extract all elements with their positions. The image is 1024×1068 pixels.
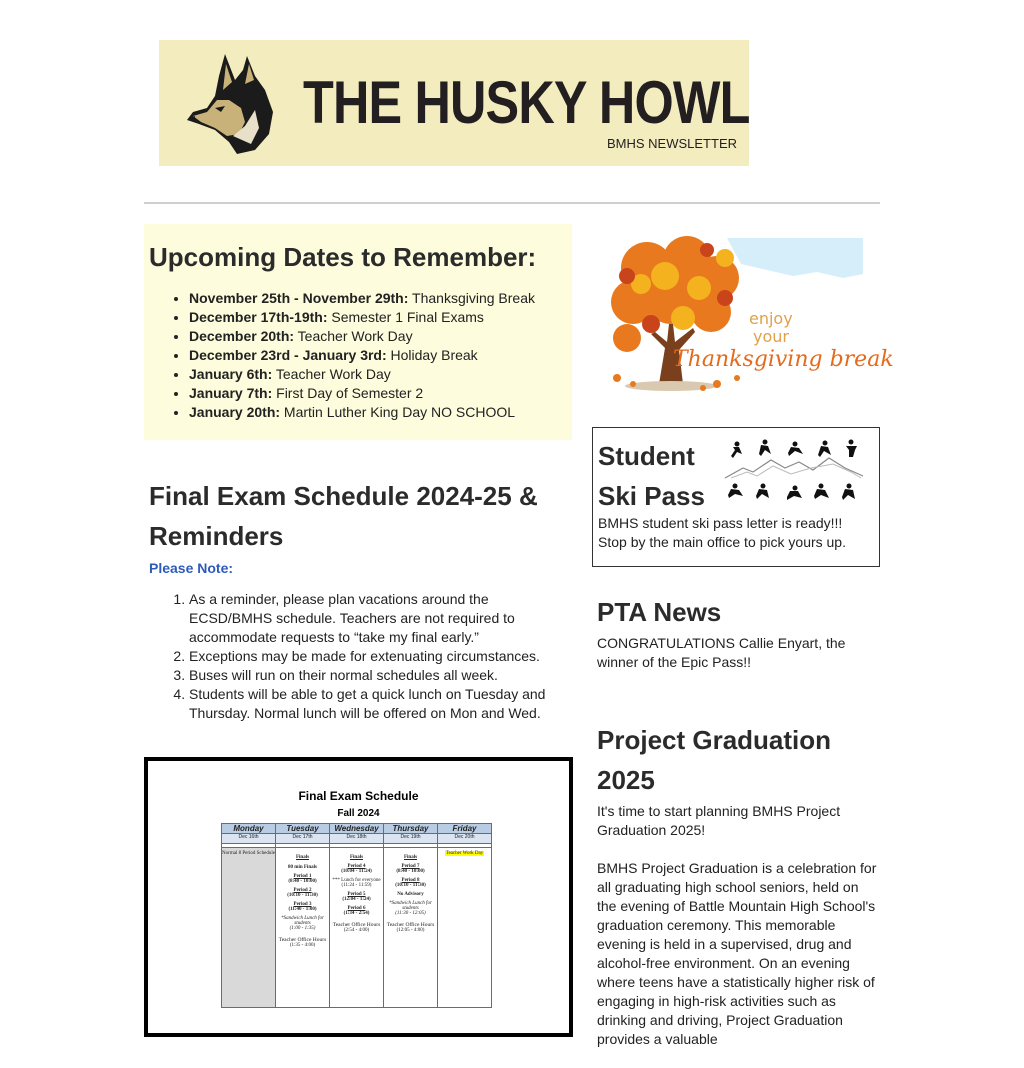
husky-logo-icon bbox=[185, 50, 281, 156]
event-label: Semester 1 Final Exams bbox=[327, 309, 484, 325]
ski-pass-title-line-2: Ski Pass bbox=[598, 481, 705, 511]
reminders-list bbox=[149, 590, 569, 723]
cell-text: *** Lunch for everyone bbox=[332, 878, 381, 883]
cell-text: Period 1 bbox=[293, 874, 312, 879]
cell-text: (11:24 - 11:59) bbox=[341, 883, 372, 888]
project-graduation-body: BMHS Project Graduation is a celebration for all graduating high school seniors, held on the evening of Battle Mountain High School's graduation ceremony. This memorable evening is held in a supervised, drug and alcohol-free environment. On an evening where teens have a statistically higher risk of engaging in high-risk activities such as drinking and driving, Project Graduation provides a valuable bbox=[597, 860, 877, 1047]
schedule-table bbox=[221, 823, 492, 1008]
list-item bbox=[189, 327, 567, 346]
date-cell: Dec 20th bbox=[438, 834, 492, 844]
autumn-tree-icon bbox=[607, 238, 894, 392]
ski-pass-title-line-1: Student bbox=[598, 441, 695, 471]
cell-text: Teacher Office Hours bbox=[332, 922, 381, 928]
ski-pass-text: BMHS student ski pass letter is ready!!! Stop by the main office to pick yours up. bbox=[598, 515, 846, 550]
cell-text: (8:40 - 10:00) bbox=[396, 869, 425, 874]
project-graduation-heading-line-1: Project Graduation bbox=[597, 725, 832, 755]
cell-text: Teacher Work Day bbox=[445, 851, 484, 856]
cell-text: (11:30 - 12:05) bbox=[395, 911, 426, 916]
cell-text: *Sandwich Lunch for students bbox=[389, 901, 432, 911]
newsletter-title: THE HUSKY HOWL bbox=[303, 69, 750, 136]
project-graduation-intro: It's time to start planning BMHS Project Graduation 2025! bbox=[597, 803, 841, 838]
final-exam-heading: Final Exam Schedule 2024-25 & Reminders bbox=[149, 481, 538, 551]
schedule-term: Fall 2024 bbox=[337, 808, 380, 819]
friday-cell bbox=[438, 848, 492, 1008]
cell-text: (12:04 - 1:24) bbox=[342, 897, 371, 902]
monday-cell bbox=[222, 848, 276, 1008]
thanksgiving-line-1: enjoy bbox=[749, 309, 793, 328]
cell-text: (1:34 - 2:54) bbox=[343, 911, 370, 916]
list-item: 1. As a reminder, please plan vacations around the ECSD/BMHS schedule. Teachers are not required to accommodate requests to “take my final early.” bbox=[189, 590, 569, 647]
event-label: Martin Luther King Day NO SCHOOL bbox=[280, 404, 516, 420]
pta-news-section bbox=[597, 594, 880, 672]
list-item bbox=[189, 365, 567, 384]
list-item: 3. Buses will run on their normal schedules all week. bbox=[189, 666, 569, 685]
cell-text: (10:10 - 11:30) bbox=[395, 883, 426, 888]
cell-text: Period 2 bbox=[293, 888, 312, 893]
date-label: January 7th: bbox=[189, 385, 273, 401]
cell-text: Period 6 bbox=[347, 906, 366, 911]
project-graduation-heading-line-2: 2025 bbox=[597, 765, 655, 795]
list-item: 4. Students will be able to get a quick lunch on Tuesday and Thursday. Normal lunch will be offered on Mon and Wed. bbox=[189, 685, 569, 723]
upcoming-dates-section bbox=[144, 224, 572, 440]
pta-news-heading: PTA News bbox=[597, 597, 722, 627]
date-label: December 23rd - January 3rd: bbox=[189, 347, 387, 363]
cell-text: Finals bbox=[295, 855, 310, 860]
cell-text: Period 4 bbox=[347, 864, 366, 869]
event-label: First Day of Semester 2 bbox=[272, 385, 424, 401]
thanksgiving-line-3: Thanksgiving break bbox=[673, 347, 894, 372]
list-item bbox=[189, 289, 567, 308]
table-row bbox=[222, 848, 492, 1008]
please-note-label: Please Note: bbox=[149, 560, 234, 576]
event-label: Teacher Work Day bbox=[294, 328, 413, 344]
final-exam-section bbox=[149, 476, 569, 723]
thanksgiving-image bbox=[607, 238, 894, 392]
newsletter-subtitle: BMHS NEWSLETTER bbox=[606, 136, 737, 151]
cell-text: (2:54 - 4:00) bbox=[343, 928, 370, 933]
cell-text: 80 min Finals bbox=[288, 865, 317, 870]
event-label: Holiday Break bbox=[386, 347, 478, 363]
cell-text: (11:40 - 1:00) bbox=[288, 907, 317, 912]
cell-text: No Advisory bbox=[397, 892, 424, 897]
upcoming-dates-heading: Upcoming Dates to Remember: bbox=[149, 242, 537, 272]
date-label: November 25th - November 29th: bbox=[189, 290, 409, 306]
day-header: Friday bbox=[438, 824, 492, 834]
cell-text: (12:05 - 4:00) bbox=[396, 928, 425, 933]
project-graduation-section bbox=[597, 720, 880, 1068]
cell-text: Period 3 bbox=[293, 902, 312, 907]
cell-text: (10:10 - 11:30) bbox=[287, 893, 318, 898]
date-label: December 20th: bbox=[189, 328, 295, 344]
day-header: Wednesday bbox=[330, 824, 384, 834]
day-header: Tuesday bbox=[276, 824, 330, 834]
thursday-cell bbox=[384, 848, 438, 1008]
cell-text: Normal 8 Period Schedule bbox=[222, 851, 275, 856]
date-label: December 17th-19th: bbox=[189, 309, 328, 325]
list-item bbox=[189, 384, 567, 403]
list-item: 2. Exceptions may be made for extenuating circumstances. bbox=[189, 647, 569, 666]
list-item bbox=[189, 346, 567, 365]
ski-pass-section bbox=[592, 427, 880, 567]
thanksgiving-line-2: your bbox=[753, 327, 789, 346]
date-label: January 20th: bbox=[189, 404, 281, 420]
date-cell: Dec 16th bbox=[222, 834, 276, 844]
cell-text: (8:40 - 10:00) bbox=[288, 879, 317, 884]
header-divider bbox=[144, 202, 880, 204]
cell-text: Teacher Office Hours bbox=[386, 922, 435, 928]
date-cell: Dec 18th bbox=[330, 834, 384, 844]
table-row bbox=[222, 824, 492, 834]
cell-text: (1:00 - 1:35) bbox=[289, 926, 316, 931]
list-item bbox=[189, 403, 567, 422]
ski-pass-title bbox=[598, 436, 705, 516]
list-item bbox=[189, 308, 567, 327]
date-label: January 6th: bbox=[189, 366, 273, 382]
cell-text: Teacher Office Hours bbox=[278, 937, 327, 943]
pta-news-text: CONGRATULATIONS Callie Enyart, the winner of the Epic Pass!! bbox=[597, 635, 846, 670]
cell-text: Finals bbox=[403, 855, 418, 860]
event-label: Thanksgiving Break bbox=[408, 290, 535, 306]
date-cell: Dec 17th bbox=[276, 834, 330, 844]
cell-text: *Sandwich Lunch for students bbox=[281, 916, 324, 926]
final-exam-schedule-image bbox=[144, 757, 573, 1037]
cell-text: Period 8 bbox=[401, 878, 420, 883]
upcoming-dates-list bbox=[149, 289, 567, 422]
newsletter-banner bbox=[159, 40, 749, 166]
table-row bbox=[222, 834, 492, 844]
day-header: Thursday bbox=[384, 824, 438, 834]
cell-text: Period 7 bbox=[401, 864, 420, 869]
cell-text: Finals bbox=[349, 855, 364, 860]
event-label: Teacher Work Day bbox=[272, 366, 391, 382]
cell-text: (10:04 - 11:24) bbox=[341, 869, 372, 874]
skiers-icon bbox=[721, 438, 867, 504]
tuesday-cell bbox=[276, 848, 330, 1008]
cell-text: (1:35 - 4:00) bbox=[289, 943, 316, 948]
wednesday-cell bbox=[330, 848, 384, 1008]
date-cell: Dec 19th bbox=[384, 834, 438, 844]
project-graduation-heading bbox=[597, 720, 880, 800]
schedule-title: Final Exam Schedule bbox=[298, 789, 419, 803]
day-header: Monday bbox=[222, 824, 276, 834]
cell-text: Period 5 bbox=[347, 892, 366, 897]
